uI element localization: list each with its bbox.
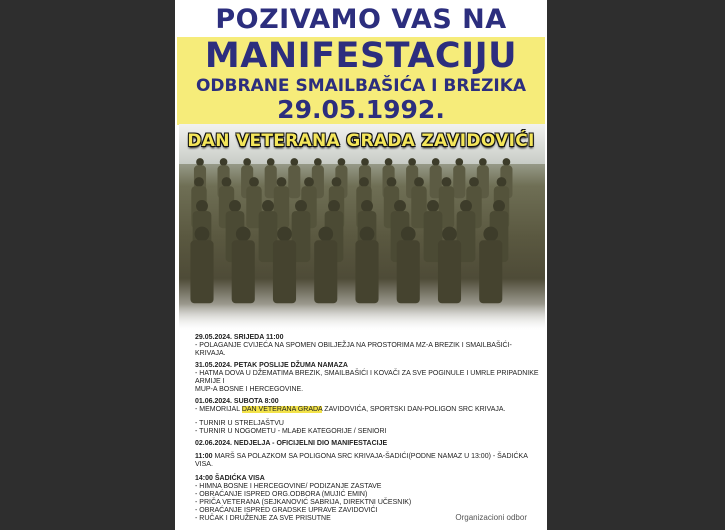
title-date: 29.05.1992. [277,95,445,124]
soldier-head [277,227,292,242]
program-day5-heading: 14:00 ŠADIĆKA VISA [195,475,265,482]
soldier-body [397,240,420,303]
soldier-body [438,240,461,303]
soldier-head [432,158,440,166]
soldier-body [288,165,300,198]
soldier-head [262,200,274,212]
soldier-head [479,158,487,166]
soldier-head [196,158,204,166]
soldier-head [220,158,228,166]
soldier-body [355,240,378,303]
program-day4-time: 11:00 [195,453,213,460]
program-day4-line [195,453,540,469]
title-line-2: MANIFESTACIJU [204,36,518,76]
soldier-head [414,177,424,187]
soldier-head [338,158,346,166]
soldier-head [361,158,369,166]
soldier-head [229,200,241,212]
program-day3-highlight: DAN VETERANA GRADA [241,406,323,413]
program-day5-line2: - OBRAĆANJE ISPRED ORG.ODBORA (MUJIĆ EMIN) [195,491,368,498]
soldier-head [236,227,251,242]
soldier-head [460,200,472,212]
program-day1-heading: 29.05.2024. SRIJEDA 11:00 [195,334,284,341]
soldier-head [295,200,307,212]
soldier-head [304,177,314,187]
soldier-head [249,177,259,187]
soldier-head [442,177,452,187]
title-line-3: ODBRANE SMAILBAŠIĆA I BREZIKA [195,76,527,96]
program-day4-text: MARŠ SA POLAZKOM SA POLIGONA SRC KRIVAJA-ŠADIĆI(PODNE NAMAZ U 13:00) - ŠADIĆKA VISA. [195,453,528,468]
soldier-head [385,158,393,166]
left-margin [0,0,175,530]
soldier-head [493,200,505,212]
soldier-body [190,240,213,303]
soldier-head [408,158,416,166]
program-day1-line: - POLAGANJE CVIJEĆA NA SPOMEN OBILJEŽJA NA PROSTORIMA MZ-A BREZIK I SMAILBAŠIĆI-KRIVAJA. [195,342,512,357]
soldier-body [232,240,255,303]
soldier-head [427,200,439,212]
program-day2-line1: - HATMA DOVA U DŽEMATIMA BREZIK, SMAILBAŠIĆI I KOVAČI ZA SVE POGINULE I UMRLE PRIPADNIKE ARMIJE I [195,370,539,385]
soldier-head [196,200,208,212]
program-day3-pre: - MEMORIJAL [195,406,242,413]
soldier-head [483,227,498,242]
soldier-head [442,227,457,242]
footer-signature: Organizacioni odbor [455,513,527,522]
program-day3-extra2: - TURNIR U NOGOMETU - MLAĐE KATEGORIJE / SENIORI [195,428,387,435]
soldier-head [195,227,210,242]
program-day4-heading: 02.06.2024. NEDJELJA - OFICIJELNI DIO MANIFESTACIJE [195,440,388,447]
program-day3-line [195,406,540,414]
soldier-head [387,177,397,187]
soldier-body [453,165,465,198]
program-day2-heading: 31.05.2024. PETAK POSLIJE DŽUMA NAMAZA [195,362,348,369]
soldier-head [497,177,507,187]
soldier-body [273,240,296,303]
soldier-head [267,158,275,166]
photo-fade [179,304,545,330]
soldier-head [401,227,416,242]
poster [175,0,547,530]
soldier-head [314,158,322,166]
soldier-head [222,177,232,187]
soldier-head [332,177,342,187]
program-list [195,330,540,523]
soldier-head [455,158,463,166]
soldier-body [314,240,337,303]
soldier-body [479,240,502,303]
soldier-head [318,227,333,242]
program-day5-line3: - PRIČA VETERANA (SEJKANOVIĆ SABRIJA, DIREKTNI UČESNIK) [195,499,412,506]
soldier-head [243,158,251,166]
soldier-head [503,158,511,166]
banner-title: DAN VETERANA GRADA ZAVIDOVIĆI [187,131,535,151]
soldier-head [469,177,479,187]
right-margin [547,0,725,530]
soldier-head [360,227,375,242]
program-day3-extra1: - TURNIR U STRELJAŠTVU [195,420,284,427]
soldier-head [394,200,406,212]
soldier-head [277,177,287,187]
soldier-head [361,200,373,212]
program-day5-line1: - HIMNA BOSNE I HERCEGOVINE/ PODIZANJE ZASTAVE [195,483,382,490]
program-day3-post: ZAVIDOVIĆA, SPORTSKI DAN-POLIGON SRC KRIVAJA. [322,406,506,413]
program-day5-line4: - OBRAĆANJE ISPRED GRADSKE UPRAVE ZAVIDOVIĆI [195,507,378,514]
program-day5-line5: - RUČAK I DRUŽENJE ZA SVE PRISUTNE [195,515,331,522]
title-line-1: POZIVAMO VAS NA [215,4,507,35]
soldier-head [194,177,204,187]
program-day3-heading: 01.06.2024. SUBOTA 8:00 [195,398,279,405]
program-day2-line2: MUP-A BOSNE I HERCEGOVINE. [195,386,304,393]
soldier-head [359,177,369,187]
soldiers-photo [179,124,545,330]
soldier-head [290,158,298,166]
soldier-head [328,200,340,212]
